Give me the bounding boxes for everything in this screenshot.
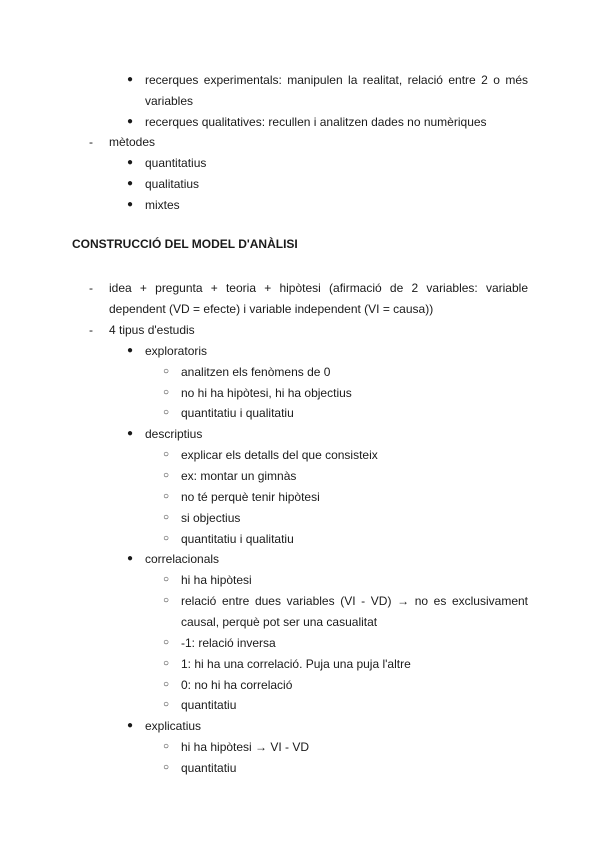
bullet-circle: ○ xyxy=(163,366,170,377)
list-item-correlacionals: correlacionals xyxy=(145,552,220,566)
bullet-circle: ○ xyxy=(163,449,170,460)
bullet-circle: ○ xyxy=(163,637,170,648)
bullet-circle: ○ xyxy=(163,470,170,481)
list-item: quantitatiu i qualitatiu xyxy=(181,406,294,420)
bullet-disc: ● xyxy=(127,157,134,168)
list-item: si objectius xyxy=(181,511,241,525)
list-item: 0: no hi ha correlació xyxy=(181,678,293,692)
bullet-circle: ○ xyxy=(163,407,170,418)
bullet-circle: ○ xyxy=(163,387,170,398)
bullet-disc: ● xyxy=(127,178,134,189)
list-item: ex: montar un gimnàs xyxy=(181,469,297,483)
bullet-circle: ○ xyxy=(163,741,170,752)
list-item: quantitatius xyxy=(145,156,207,170)
bullet-circle: ○ xyxy=(163,491,170,502)
bullet-disc: ● xyxy=(127,74,134,85)
bullet-dash: - xyxy=(89,323,93,337)
bullet-disc: ● xyxy=(127,553,134,564)
list-item-exploratoris: exploratoris xyxy=(145,344,208,358)
list-item: 1: hi ha una correlació. Puja una puja l'altre xyxy=(181,657,411,671)
bullet-dash: - xyxy=(89,281,93,295)
list-item-continuation: variables xyxy=(145,94,194,108)
list-item-metodes: mètodes xyxy=(109,135,156,149)
list-item: explicar els detalls del que consisteix xyxy=(181,448,378,462)
list-item: no té perquè tenir hipòtesi xyxy=(181,490,320,504)
list-item: qualitatius xyxy=(145,177,200,191)
bullet-disc: ● xyxy=(127,116,134,127)
bullet-circle: ○ xyxy=(163,574,170,585)
list-item: analitzen els fenòmens de 0 xyxy=(181,365,331,379)
list-item: hi ha hipòtesi xyxy=(181,573,252,587)
bullet-circle: ○ xyxy=(163,533,170,544)
list-item-recerques-qualitatives: recerques qualitatives: recullen i analitzen dades no numèriques xyxy=(145,115,487,129)
list-item: quantitatiu xyxy=(181,698,237,712)
list-item: mixtes xyxy=(145,198,180,212)
bullet-circle: ○ xyxy=(163,512,170,523)
list-item-idea: idea + pregunta + teoria + hipòtesi (afirmació de 2 variables: variable xyxy=(109,281,528,295)
list-item-continuation: dependent (VD = efecte) i variable independent (VI = causa)) xyxy=(109,302,434,316)
bullet-circle: ○ xyxy=(163,762,170,773)
list-item-continuation: causal, perquè pot ser una casualitat xyxy=(181,615,378,629)
bullet-circle: ○ xyxy=(163,595,170,606)
section-heading: CONSTRUCCIÓ DEL MODEL D'ANÀLISI xyxy=(72,237,298,251)
bullet-disc: ● xyxy=(127,345,134,356)
bullet-dash: - xyxy=(89,135,93,149)
bullet-disc: ● xyxy=(127,199,134,210)
list-item: hi ha hipòtesi → VI - VD xyxy=(181,740,310,754)
list-item: quantitatiu xyxy=(181,761,237,775)
bullet-circle: ○ xyxy=(163,699,170,710)
list-item: no hi ha hipòtesi, hi ha objectius xyxy=(181,386,352,400)
list-item-recerques-experimentals: recerques experimentals: manipulen la realitat, relació entre 2 o més xyxy=(145,73,528,87)
list-item: quantitatiu i qualitatiu xyxy=(181,532,294,546)
bullet-disc: ● xyxy=(127,720,134,731)
list-item-explicatius: explicatius xyxy=(145,719,202,733)
bullet-circle: ○ xyxy=(163,658,170,669)
list-item-relacio: relació entre dues variables (VI - VD) → no es exclusivament xyxy=(181,594,528,608)
bullet-disc: ● xyxy=(127,428,134,439)
bullet-circle: ○ xyxy=(163,679,170,690)
list-item: -1: relació inversa xyxy=(181,636,276,650)
list-item-descriptius: descriptius xyxy=(145,427,203,441)
list-item-tipus-estudis: 4 tipus d'estudis xyxy=(109,323,195,337)
